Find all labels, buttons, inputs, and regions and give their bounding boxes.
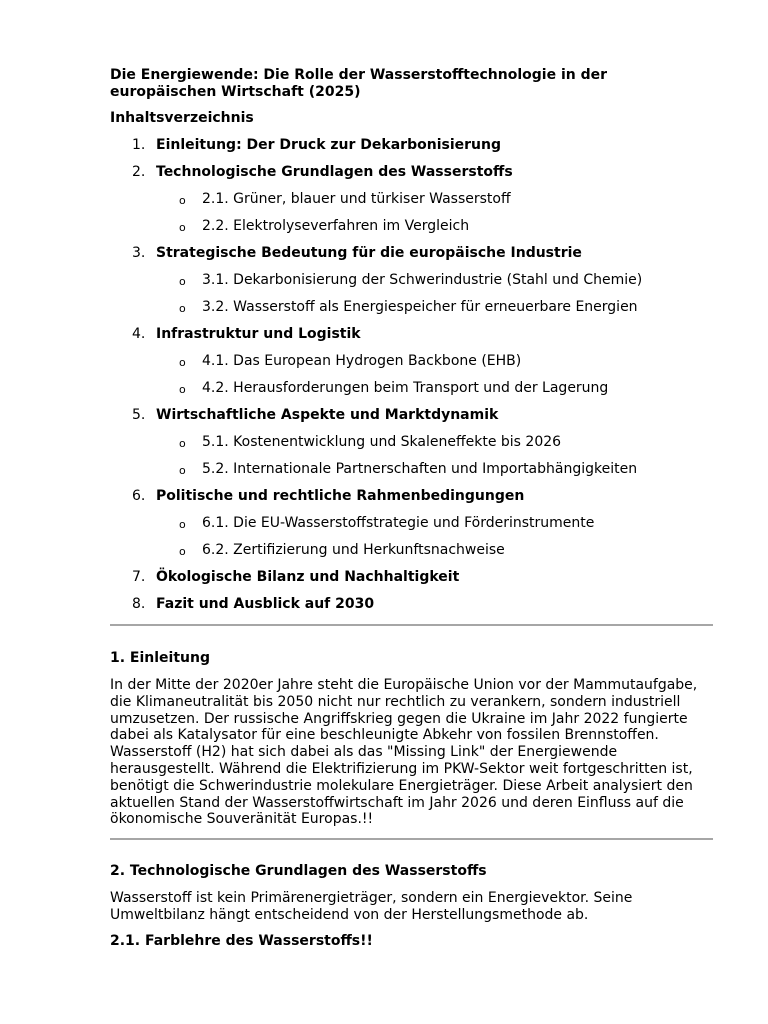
text-line: Wasserstoff (H2) hat sich dabei als das "Missing Link" der Energiewende xyxy=(110,744,618,761)
document-title: Die Energiewende: Die Rolle der Wasserstofftechnologie in der europäischen Wirtschaft (2025) xyxy=(110,67,608,100)
toc-sublist xyxy=(110,515,713,559)
toc-subitem xyxy=(110,380,713,397)
section-1-paragraph xyxy=(110,677,713,828)
toc-subitem xyxy=(110,542,713,559)
text-line: aktuellen Stand der Wasserstoffwirtschaft im Jahr 2026 und deren Einfluss auf die xyxy=(110,794,684,811)
toc-subitem xyxy=(110,515,713,532)
bullet-icon: o xyxy=(179,275,186,288)
table-of-contents xyxy=(110,137,713,613)
toc-sublabel: 4.2. Herausforderungen beim Transport und der Lagerung xyxy=(202,380,609,396)
toc-sublabel: 6.2. Zertifizierung und Herkunftsnachweise xyxy=(202,542,505,558)
toc-sublabel: 6.1. Die EU-Wasserstoffstrategie und Förderinstrumente xyxy=(202,515,595,531)
bullet-icon: o xyxy=(179,464,186,477)
toc-entry xyxy=(110,164,713,181)
toc-label: Einleitung: Der Druck zur Dekarbonisierung xyxy=(156,137,501,153)
text-line: Wasserstoff ist kein Primärenergieträger, sondern ein Energievektor. Seine xyxy=(110,890,633,907)
toc-sublist xyxy=(110,353,713,397)
toc-entry xyxy=(110,326,713,343)
toc-item-7 xyxy=(110,569,713,586)
toc-label: Politische und rechtliche Rahmenbedingungen xyxy=(156,488,525,504)
toc-item-2 xyxy=(110,164,713,235)
toc-item-1 xyxy=(110,137,713,154)
toc-item-5 xyxy=(110,407,713,478)
toc-number: 2. xyxy=(132,164,146,180)
bullet-icon: o xyxy=(179,221,186,234)
toc-entry xyxy=(110,488,713,505)
toc-item-8 xyxy=(110,596,713,613)
toc-number: 3. xyxy=(132,245,146,261)
toc-number: 4. xyxy=(132,326,146,342)
toc-subitem xyxy=(110,353,713,370)
text-line: In der Mitte der 2020er Jahre steht die Europäische Union vor der Mammutaufgabe, xyxy=(110,677,698,693)
toc-entry xyxy=(110,569,713,586)
bullet-icon: o xyxy=(179,545,186,558)
section-2-paragraph xyxy=(110,890,713,924)
toc-entry xyxy=(110,596,713,613)
toc-subitem xyxy=(110,272,713,289)
bullet-icon: o xyxy=(179,194,186,207)
bullet-icon: o xyxy=(179,437,186,450)
toc-label: Infrastruktur und Logistik xyxy=(156,326,361,342)
section-divider xyxy=(110,838,713,840)
toc-heading: Inhaltsverzeichnis xyxy=(110,110,254,126)
text-line: dabei als Katalysator für eine beschleunigte Abkehr von fossilen Brennstoffen. xyxy=(110,727,659,744)
toc-entry xyxy=(110,137,713,154)
toc-sublabel: 3.2. Wasserstoff als Energiespeicher für erneuerbare Energien xyxy=(202,299,638,315)
text-line: herausgestellt. Während die Elektrifizierung im PKW-Sektor weit fortgeschritten ist, xyxy=(110,760,693,777)
toc-item-4 xyxy=(110,326,713,397)
toc-label: Ökologische Bilanz und Nachhaltigkeit xyxy=(156,569,460,585)
section-2-1-heading: 2.1. Farblehre des Wasserstoffs!! xyxy=(110,932,373,949)
toc-subitem xyxy=(110,299,713,316)
toc-sublabel: 3.1. Dekarbonisierung der Schwerindustrie (Stahl und Chemie) xyxy=(202,272,643,288)
toc-sublabel: 4.1. Das European Hydrogen Backbone (EHB) xyxy=(202,353,522,369)
toc-label: Technologische Grundlagen des Wasserstoffs xyxy=(156,164,513,180)
text-line: die Klimaneutralität bis 2050 nicht nur rechtlich zu verankern, sondern industriell xyxy=(110,693,681,710)
toc-item-6 xyxy=(110,488,713,559)
document-body xyxy=(110,67,713,950)
toc-subitem xyxy=(110,218,713,235)
toc-entry xyxy=(110,407,713,424)
text-line: benötigt die Schwerindustrie molekulare Energieträger. Diese Arbeit analysiert den xyxy=(110,777,693,794)
toc-sublabel: 2.2. Elektrolyseverfahren im Vergleich xyxy=(202,218,470,234)
text-line: ökonomische Souveränität Europas.!! xyxy=(110,811,374,828)
toc-label: Wirtschaftliche Aspekte und Marktdynamik xyxy=(156,407,499,423)
toc-subitem xyxy=(110,434,713,451)
toc-number: 5. xyxy=(132,407,146,423)
bullet-icon: o xyxy=(179,518,186,531)
toc-label: Fazit und Ausblick auf 2030 xyxy=(156,596,375,612)
toc-number: 8. xyxy=(132,596,146,612)
toc-number: 6. xyxy=(132,488,146,504)
toc-subitem xyxy=(110,461,713,478)
toc-sublist xyxy=(110,272,713,316)
toc-sublist xyxy=(110,434,713,478)
text-line: umzusetzen. Der russische Angriffskrieg gegen die Ukraine im Jahr 2022 fungierte xyxy=(110,710,688,727)
toc-entry xyxy=(110,245,713,262)
toc-sublabel: 2.1. Grüner, blauer und türkiser Wasserstoff xyxy=(202,191,511,207)
toc-item-3 xyxy=(110,245,713,316)
bullet-icon: o xyxy=(179,356,186,369)
toc-sublist xyxy=(110,191,713,235)
toc-number: 7. xyxy=(132,569,146,585)
toc-label: Strategische Bedeutung für die europäische Industrie xyxy=(156,245,582,261)
toc-sublabel: 5.1. Kostenentwicklung und Skaleneffekte bis 2026 xyxy=(202,434,562,450)
section-1-heading: 1. Einleitung xyxy=(110,650,211,666)
toc-sublabel: 5.2. Internationale Partnerschaften und Importabhängigkeiten xyxy=(202,461,638,477)
text-line: Umweltbilanz hängt entscheidend von der Herstellungsmethode ab. xyxy=(110,906,589,923)
toc-subitem xyxy=(110,191,713,208)
section-divider xyxy=(110,624,713,626)
bullet-icon: o xyxy=(179,302,186,315)
section-2-heading: 2. Technologische Grundlagen des Wasserstoffs xyxy=(110,863,487,880)
bullet-icon: o xyxy=(179,383,186,396)
toc-number: 1. xyxy=(132,137,146,153)
